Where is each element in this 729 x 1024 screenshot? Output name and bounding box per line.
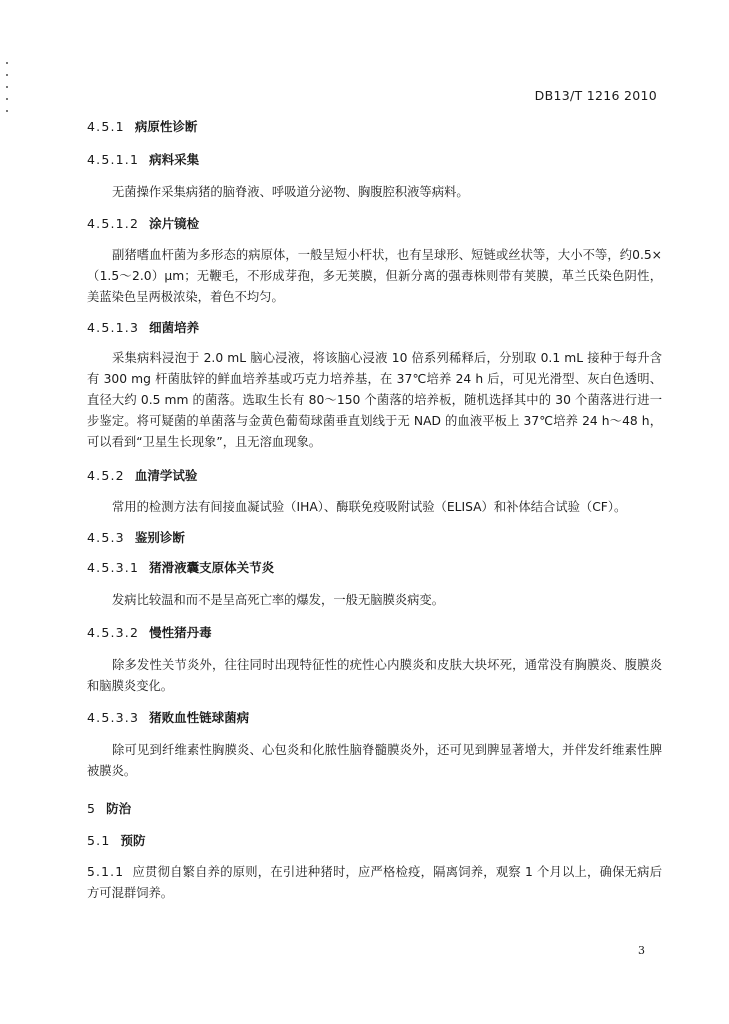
standard-code: DB13/T 1216 2010 [534,88,657,103]
clause-text: 应贯彻自繁自养的原则，在引进种猪时，应严格检疫，隔离饲养，观察 1 个月以上，确保无病后方可混群饲养。 [87,865,662,900]
document-body [87,118,662,904]
section-number: 4.5.2 [87,468,125,483]
section-number: 4.5.1 [87,119,125,134]
section-heading-4-5-1-2 [87,215,662,233]
paragraph-serology: 常用的检测方法有间接血凝试验（IHA）、酶联免疫吸附试验（ELISA）和补体结合试验（CF）。 [112,500,627,514]
section-heading-4-5-1-1 [87,151,662,169]
section-number: 5.1 [87,833,111,848]
section-title: 鉴别诊断 [134,530,185,545]
section-number: 4.5.3.3 [87,710,140,725]
section-title: 病料采集 [149,152,200,167]
section-number: 4.5.1.1 [87,152,140,167]
paragraph-sample-collection: 无菌操作采集病猪的脑脊液、呼吸道分泌物、胸腹腔积液等病料。 [112,185,469,199]
section-title: 血清学试验 [134,468,198,483]
section-title: 预防 [120,833,146,848]
section-heading-4-5-3 [87,529,662,547]
section-heading-5 [87,800,662,818]
section-title: 猪败血性链球菌病 [149,710,250,725]
clause-5-1-1 [87,862,662,904]
section-heading-4-5-3-2 [87,624,662,642]
paragraph-smear-microscopy: 副猪嗜血杆菌为多形态的病原体，一般呈短小杆状，也有呈球形、短链或丝状等，大小不等，约0.5×（1.5～2.0）μm；无鞭毛，不形成芽孢，多无荚膜，但新分离的强毒株则带有荚膜，革兰氏染色阴性，美蓝染色呈两极浓染，着色不均匀。 [87,248,662,304]
paragraph-mycoplasma-arthritis: 发病比较温和而不是呈高死亡率的爆发，一般无脑膜炎病变。 [112,593,445,607]
section-heading-4-5-1 [87,118,662,136]
section-number: 5 [87,801,97,816]
clause-number: 5.1.1 [87,865,125,879]
section-title: 细菌培养 [149,320,200,335]
section-number: 4.5.1.3 [87,320,140,335]
section-number: 4.5.3.2 [87,625,140,640]
binding-margin-marks [6,62,10,132]
section-title: 涂片镜检 [149,216,200,231]
section-title: 病原性诊断 [134,119,198,134]
section-heading-4-5-3-3 [87,709,662,727]
section-title: 防治 [106,801,132,816]
section-heading-4-5-1-3 [87,319,662,337]
section-title: 慢性猪丹毒 [149,625,212,640]
paragraph-streptococcosis: 除可见到纤维素性胸膜炎、心包炎和化脓性脑脊髓膜炎外，还可见到脾显著增大，并伴发纤维素性脾被膜炎。 [87,743,662,778]
page-number: 3 [638,944,645,957]
section-heading-5-1 [87,832,662,850]
section-heading-4-5-3-1 [87,559,662,577]
section-heading-4-5-2 [87,467,662,485]
section-title: 猪滑液囊支原体关节炎 [149,560,275,575]
paragraph-bacterial-culture: 采集病料浸泡于 2.0 mL 脑心浸液，将该脑心浸液 10 倍系列稀释后，分别取 0.1 mL 接种于每升含有 300 mg 杆菌肽锌的鲜血培养基或巧克力培养基，在 37℃培养 24 h 后，可见光滑型、灰白色透明、直径大约 0.5 mm 的菌落。选取生长有 80～150 个菌落的培养板，随机选择其中的 30 个菌落进行进一步鉴定。将可疑菌的单菌落与金黄色葡萄球菌垂直划线于无 NAD 的血液平板上 37℃培养 24 h～48 h，可以看到“卫星生长现象”，且无溶血现象。 [87,351,662,449]
section-number: 4.5.3.1 [87,560,140,575]
section-number: 4.5.1.2 [87,216,140,231]
section-number: 4.5.3 [87,530,125,545]
paragraph-chronic-erysipelas: 除多发性关节炎外，往往同时出现特征性的疣性心内膜炎和皮肤大块坏死，通常没有胸膜炎、腹膜炎和脑膜炎变化。 [87,658,662,693]
